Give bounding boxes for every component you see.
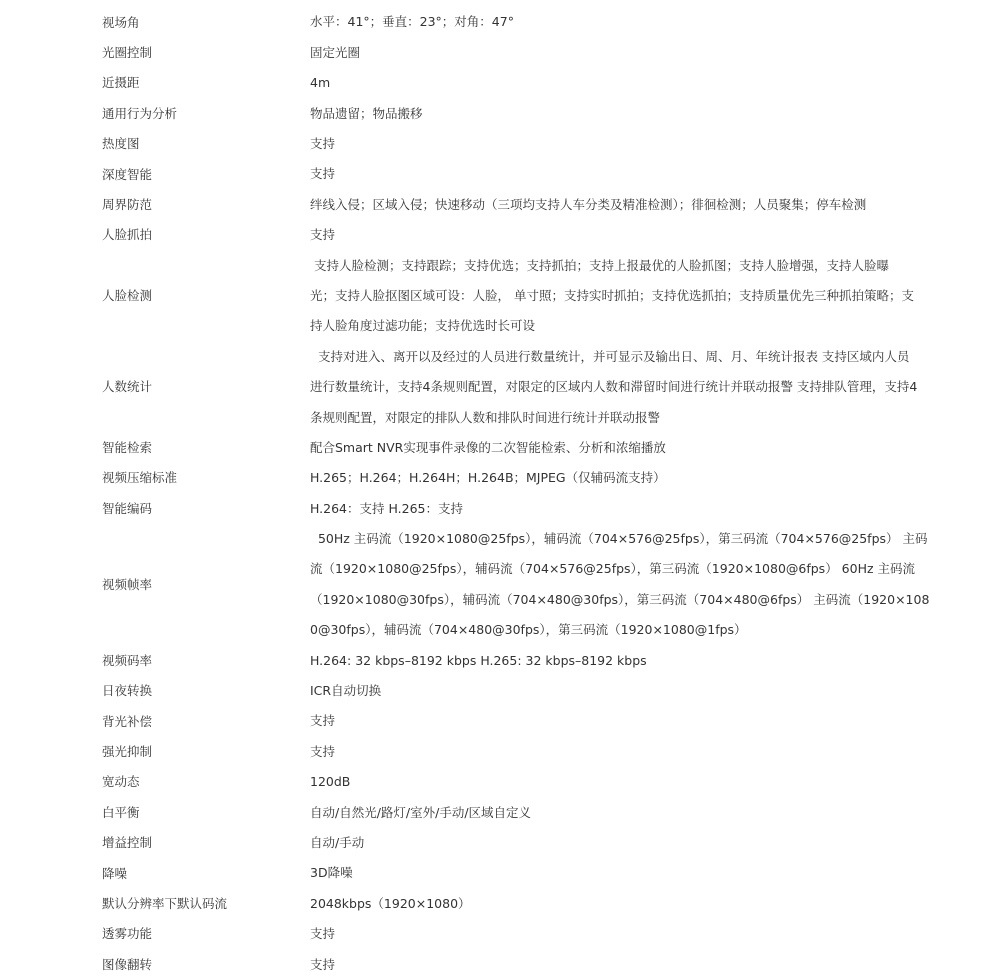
spec-value: 2048kbps（1920×1080）	[310, 895, 471, 911]
spec-label: 宽动态	[102, 774, 140, 790]
spec-row	[0, 251, 990, 342]
spec-value: 支持	[310, 227, 336, 243]
spec-label: 图像翻转	[102, 956, 153, 972]
spec-value: 配合Smart NVR实现事件录像的二次智能检索、分析和浓缩播放	[310, 439, 666, 455]
spec-label: 智能编码	[102, 500, 153, 516]
spec-label: 智能检索	[102, 440, 153, 456]
spec-value: 自动/手动	[310, 835, 365, 850]
spec-row	[0, 220, 990, 250]
spec-label: 透雾功能	[102, 926, 153, 942]
spec-label: 降噪	[102, 865, 128, 881]
spec-row	[0, 7, 990, 37]
spec-row	[0, 129, 990, 159]
spec-value: 支持	[310, 713, 336, 729]
spec-label: 通用行为分析	[102, 105, 178, 121]
spec-label: 背光补偿	[102, 713, 153, 729]
spec-value: 3D降噪	[310, 865, 353, 881]
spec-label: 周界防范	[102, 196, 153, 212]
spec-label: 深度智能	[102, 166, 153, 182]
spec-row	[0, 798, 990, 828]
spec-value: 支持人脸检测；支持跟踪；支持优选；支持抓拍；支持上报最优的人脸抓图；支持人脸增强，支持人脸曝 光；支持人脸抠图区域可设：人脸， 单寸照；支持实时抓拍；支持优选抓拍；支持质量优先三种抓拍策略；支 持人脸角度过滤功能；支持优选时长可设	[310, 257, 914, 334]
spec-value: 水平：41°；垂直：23°；对角：47°	[310, 14, 514, 30]
spec-row	[0, 737, 990, 767]
spec-label: 热度图	[102, 136, 140, 152]
spec-value: 120dB	[310, 774, 351, 790]
spec-label: 视场角	[102, 14, 140, 30]
spec-value: 固定光圈	[310, 44, 361, 60]
spec-row	[0, 494, 990, 524]
spec-row	[0, 950, 990, 980]
spec-value: ICR自动切换	[310, 683, 382, 699]
spec-value: H.264：支持 H.265：支持	[310, 500, 463, 516]
spec-value: 支持	[310, 166, 336, 182]
spec-label: 人数统计	[102, 379, 153, 395]
spec-row	[0, 342, 990, 433]
spec-label: 日夜转换	[102, 683, 153, 699]
spec-label: 增益控制	[102, 835, 153, 851]
spec-row	[0, 889, 990, 919]
spec-value: 物品遗留；物品搬移	[310, 105, 423, 121]
spec-label: 强光抑制	[102, 744, 153, 760]
spec-row	[0, 767, 990, 797]
spec-value: H.264: 32 kbps–8192 kbps H.265: 32 kbps–8192 kbps	[310, 652, 647, 668]
spec-value: 支持	[310, 135, 336, 151]
spec-value: H.265；H.264；H.264H；H.264B；MJPEG（仅辅码流支持）	[310, 470, 666, 486]
spec-row	[0, 919, 990, 949]
spec-row	[0, 524, 990, 646]
spec-value: 支持	[310, 926, 336, 942]
spec-row	[0, 433, 990, 463]
spec-row	[0, 828, 990, 858]
spec-value: 50Hz 主码流（1920×1080@25fps），辅码流（704×576@25fps），第三码流（704×576@25fps） 主码 流（1920×1080@25fps），辅码流（704×576@25fps），第三码流（1920×1080@6fps） 60Hz 主码流 （1920×1080@30fps），辅码流（704×480@30fps），第三码流（704×480@6fps） 主码流（1920×108 0@30fps），辅码流（704×480@30fps），第三码流（1920×1080@1fps）	[310, 531, 930, 638]
spec-row	[0, 646, 990, 676]
spec-row	[0, 676, 990, 706]
spec-value: 自动/自然光/路灯/室外/手动/区域自定义	[310, 804, 532, 820]
spec-value: 4m	[310, 75, 331, 91]
spec-row	[0, 706, 990, 736]
spec-label: 人脸检测	[102, 288, 153, 304]
spec-label: 近摄距	[102, 75, 140, 91]
spec-label: 视频码率	[102, 652, 153, 668]
spec-row	[0, 463, 990, 493]
spec-row	[0, 0, 990, 7]
spec-value: 支持	[310, 743, 336, 759]
spec-row	[0, 858, 990, 888]
spec-row	[0, 190, 990, 220]
spec-label: 视频帧率	[102, 576, 153, 592]
spec-label: 光圈控制	[102, 44, 153, 60]
spec-value: 支持	[310, 956, 336, 972]
spec-row	[0, 38, 990, 68]
spec-row	[0, 68, 990, 98]
spec-row	[0, 99, 990, 129]
spec-row	[0, 159, 990, 189]
spec-label: 视频压缩标准	[102, 470, 178, 486]
spec-label: 白平衡	[102, 804, 140, 820]
spec-value: 支持对进入、离开以及经过的人员进行数量统计，并可显示及输出日、周、月、年统计报表 支持区域内人员 进行数量统计，支持4条规则配置，对限定的区域内人数和滞留时间进行统计并联动报警 支持排队管理，支持4 条规则配置，对限定的排队人数和排队时间进行统计并联动报警	[310, 348, 918, 425]
spec-value: 绊线入侵；区域入侵；快速移动（三项均支持人车分类及精准检测）；徘徊检测；人员聚集；停车检测	[310, 196, 867, 212]
spec-label: 默认分辨率下默认码流	[102, 895, 228, 911]
spec-label: 人脸抓拍	[102, 227, 153, 243]
